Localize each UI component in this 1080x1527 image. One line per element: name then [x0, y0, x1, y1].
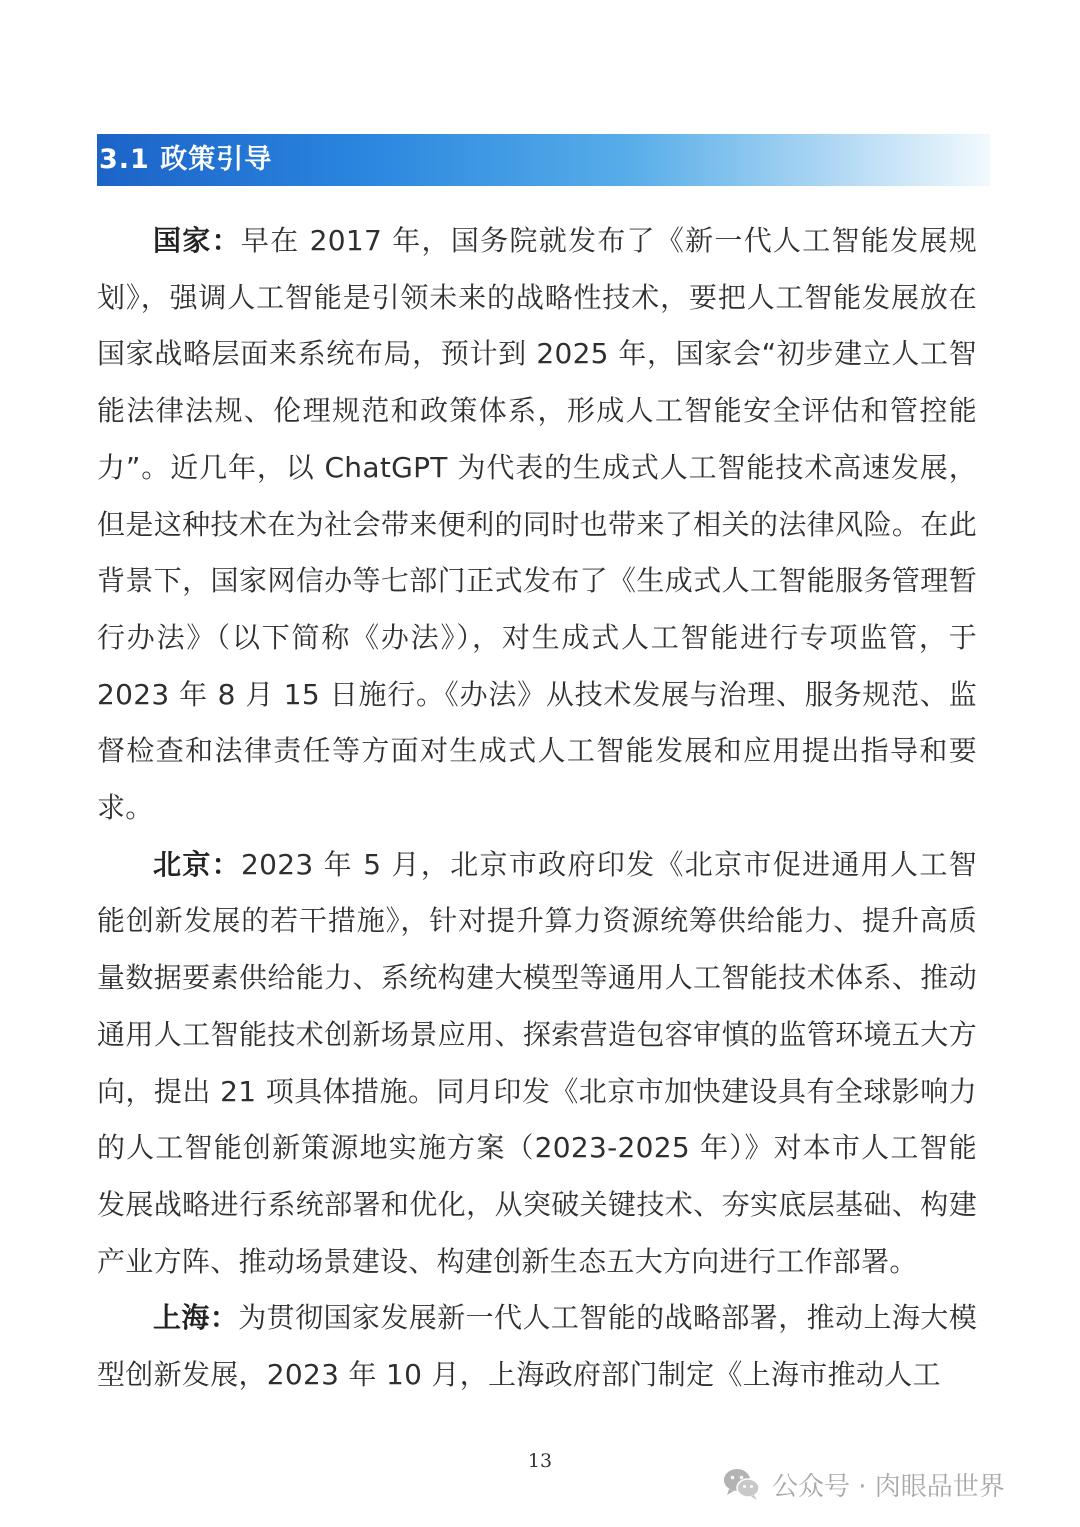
paragraph-text-national: 早在 2017 年，国务院就发布了《新一代人工智能发展规划》，强调人工智能是引领未来的战略性技术，要把人工智能发展放在国家战略层面来系统布局，预计到 2025 年，国家会“初步建立人工智能法律法规、伦理规范和政策体系，形成人工智能安全评估和管控能力”。近几年，以 ChatGPT 为代表的生成式人工智能技术高速发展，但是这种技术在为社会带来便利的同时也带来了相关的法律风险。在此背景下，国家网信办等七部门正式发布了《生成式人工智能服务管理暂行办法》（以下简称《办法》），对生成式人工智能进行专项监管，于 2023 年 8 月 15 日施行。《办法》从技术发展与治理、服务规范、监督检查和法律责任等方面对生成式人工智能发展和应用提出指导和要求。	[97, 224, 977, 825]
paragraph-lead-national: 国家：	[153, 224, 241, 257]
section-heading-bar	[97, 134, 990, 186]
paragraph-national	[97, 213, 977, 837]
watermark-text: 公众号 · 肉眼品世界	[772, 1471, 1005, 1502]
section-heading: 3.1 政策引导	[99, 144, 273, 175]
paragraph-beijing	[97, 837, 977, 1291]
wechat-icon	[722, 1464, 762, 1504]
paragraph-text-shanghai: 为贯彻国家发展新一代人工智能的战略部署，推动上海大模型创新发展，2023 年 10 月，上海政府部门制定《上海市推动人工	[97, 1301, 977, 1392]
paragraph-lead-shanghai: 上海：	[153, 1301, 239, 1335]
paragraph-lead-beijing: 北京：	[153, 847, 241, 881]
watermark	[722, 1462, 1005, 1506]
paragraph-text-beijing: 2023 年 5 月，北京市政府印发《北京市促进通用人工智能创新发展的若干措施》，针对提升算力资源统筹供给能力、提升高质量数据要素供给能力、系统构建大模型等通用人工智能技术体系、推动通用人工智能技术创新场景应用、探索营造包容审慎的监管环境五大方向，提出 21 项具体措施。同月印发《北京市加快建设具有全球影响力的人工智能创新策源地实施方案（2023-2025 年）》对本市人工智能发展战略进行系统部署和优化，从突破关键技术、夯实底层基础、构建产业方阵、推动场景建设、构建创新生态五大方向进行工作部署。	[97, 847, 977, 1278]
paragraph-shanghai	[97, 1290, 977, 1403]
page-number: 13	[527, 1450, 553, 1472]
document-body	[97, 213, 977, 1404]
